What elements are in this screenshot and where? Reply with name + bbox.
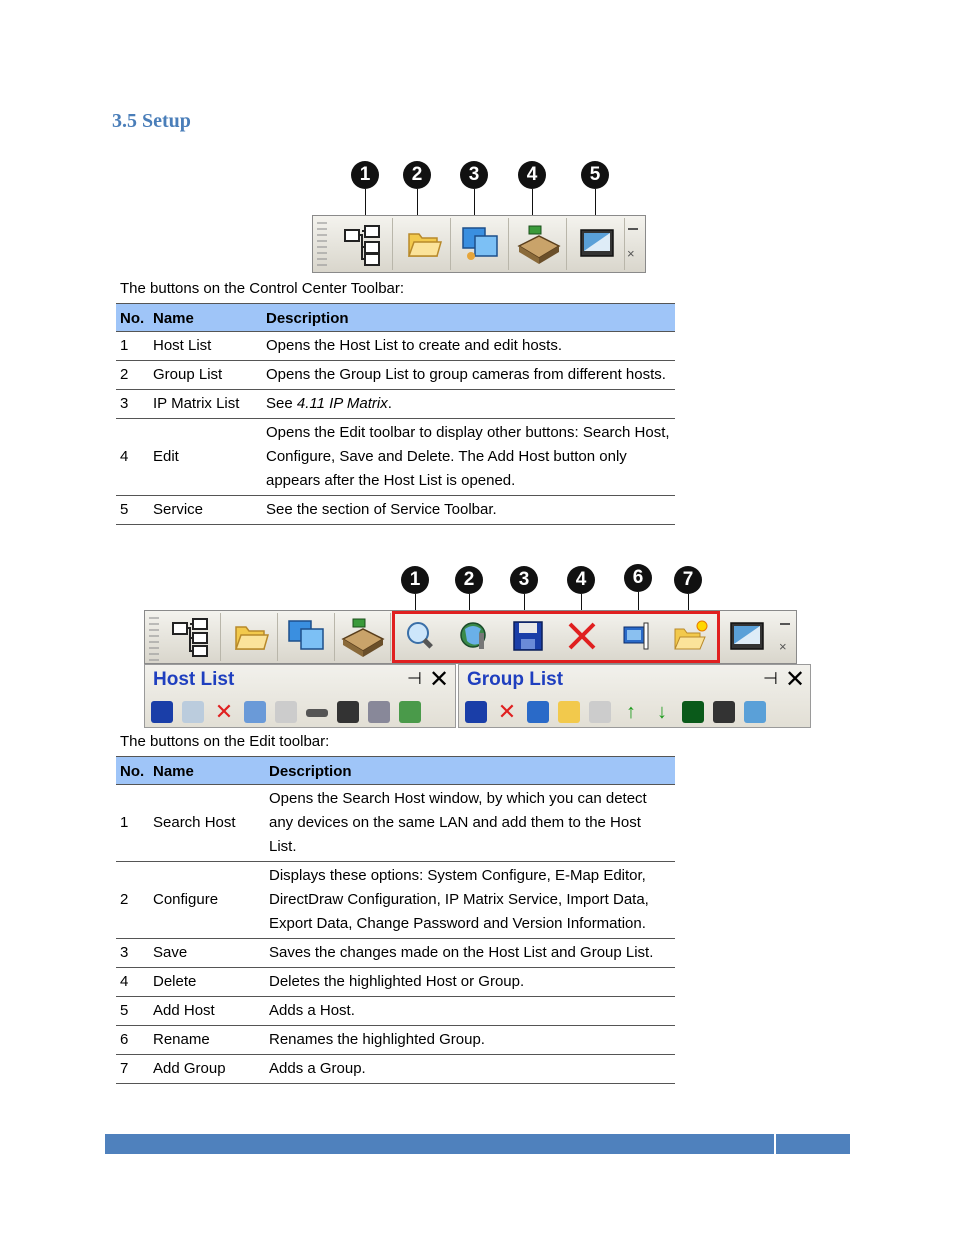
group-list-button[interactable] [222,613,278,661]
callout-badge-1: 1 [351,161,379,189]
table-row: 5 Add Host Adds a Host. [116,997,675,1026]
table-row: 3 IP Matrix List See 4.11 IP Matrix. [116,390,675,419]
table-row: 4 Delete Deletes the highlighted Host or Group. [116,968,675,997]
edit-icon [335,613,391,661]
save-icon[interactable] [465,701,487,723]
rename-icon [620,619,654,653]
save-icon[interactable] [151,701,173,723]
col-header-name: Name [149,757,265,785]
group-list-button[interactable] [395,218,451,270]
host-list-button[interactable] [165,613,221,661]
delete-button[interactable] [565,619,599,658]
host-list-panel-title: Host List [153,669,235,690]
group-list-panel-title: Group List [467,669,564,690]
ip-matrix-list-button[interactable] [453,218,509,270]
save-button[interactable] [511,619,545,658]
table-row: 2 Configure Displays these options: System Configure, E-Map Editor, DirectDraw Configuration, IP Matrix Service, Import Data, Export Data, Change Password and Version Information. [116,862,675,939]
matrix-icon[interactable] [682,701,704,723]
table-row: 3 Save Saves the changes made on the Host List and Group List. [116,939,675,968]
ip-matrix-icon [453,218,509,270]
search-host-button[interactable] [403,619,437,658]
service-icon[interactable] [744,701,766,723]
close-icon[interactable]: ✕ [429,666,450,693]
table-row: 4 Edit Opens the Edit toolbar to display other buttons: Search Host, Configure, Save and Delete. The Add Host button only appears after the Host List is opened. [116,419,675,496]
callout-badge-7: 7 [674,566,702,594]
ip-matrix-icon[interactable] [244,701,266,723]
rename-button[interactable] [620,619,654,658]
add-host-icon[interactable] [182,701,204,723]
edit-button[interactable] [335,613,391,661]
close-icon[interactable]: ✕ [785,666,806,693]
monitor-grid-icon[interactable] [337,701,359,723]
control-center-toolbar-table [116,303,675,525]
camera-icon[interactable] [589,701,611,723]
edit-toolbar-table [116,756,675,1084]
minimize-icon[interactable] [628,228,638,230]
configure-icon [457,619,491,653]
callout-badge-3: 3 [510,566,538,594]
table-row: 5 Service See the section of Service Toolbar. [116,496,675,525]
camera-icon[interactable] [275,701,297,723]
table-row: 6 Rename Renames the highlighted Group. [116,1026,675,1055]
ip-matrix-list-button[interactable] [279,613,335,661]
folder-icon [395,218,451,270]
delete-icon[interactable]: ✕ [214,699,234,724]
save-icon [511,619,545,653]
group-list-panel [458,664,811,728]
host-list-button[interactable] [337,218,393,270]
callout-badge-1: 1 [401,566,429,594]
monitor-grid-icon[interactable] [713,701,735,723]
page-footer-bar [105,1134,850,1154]
callout-badge-2: 2 [403,161,431,189]
delete-icon[interactable]: ✕ [497,699,517,724]
ip-matrix-icon [279,613,335,661]
rename-icon[interactable] [527,701,549,723]
host-list-icon [165,613,221,661]
service-icon [569,218,625,270]
edit-icon [511,218,567,270]
col-header-desc: Description [262,304,675,332]
close-icon[interactable]: × [627,246,635,261]
callout-badge-3: 3 [460,161,488,189]
search-host-icon [403,619,437,653]
table-row: 1 Host List Opens the Host List to create and edit hosts. [116,332,675,361]
callout-badge-4: 4 [518,161,546,189]
section-heading: 3.5 Setup [112,110,191,132]
edit-toolbar [144,610,797,664]
callout-badge-5: 5 [581,161,609,189]
col-header-name: Name [149,304,262,332]
move-up-icon[interactable]: ↑ [626,701,636,723]
move-down-icon[interactable]: ↓ [657,701,667,723]
edit-button[interactable] [511,218,567,270]
table-row: 7 Add Group Adds a Group. [116,1055,675,1084]
host-list-icon [337,218,393,270]
delete-icon [565,619,599,653]
add-group-folder-icon [672,619,710,653]
cross-reference-link[interactable]: 4.11 IP Matrix [296,395,388,412]
connect-icon[interactable] [306,709,328,717]
pin-icon[interactable]: ⊣ [407,669,422,688]
close-icon[interactable]: × [779,639,787,654]
layout-icon[interactable] [368,701,390,723]
callout-badge-6: 6 [624,564,652,592]
col-header-no: No. [116,304,149,332]
col-header-desc: Description [265,757,675,785]
host-list-panel [144,664,456,728]
service-button[interactable] [723,613,779,661]
col-header-no: No. [116,757,149,785]
toolbar1-caption: The buttons on the Control Center Toolbar: [120,280,405,297]
add-group-icon[interactable] [558,701,580,723]
toolbar2-caption: The buttons on the Edit toolbar: [120,733,330,750]
service-button[interactable] [569,218,625,270]
add-group-button[interactable] [672,619,710,658]
table-row: 2 Group List Opens the Group List to group cameras from different hosts. [116,361,675,390]
service-icon [723,613,779,661]
minimize-icon[interactable] [780,623,790,625]
callout-badge-2: 2 [455,566,483,594]
table-row: 1 Search Host Opens the Search Host window, by which you can detect any devices on the same LAN and add them to the Host List. [116,785,675,862]
move-icon[interactable] [399,701,421,723]
callout-badge-4: 4 [567,566,595,594]
pin-icon[interactable]: ⊣ [763,669,778,688]
edit-buttons-highlight [392,611,720,663]
configure-button[interactable] [457,619,491,658]
folder-icon [222,613,278,661]
control-center-toolbar [312,215,646,273]
